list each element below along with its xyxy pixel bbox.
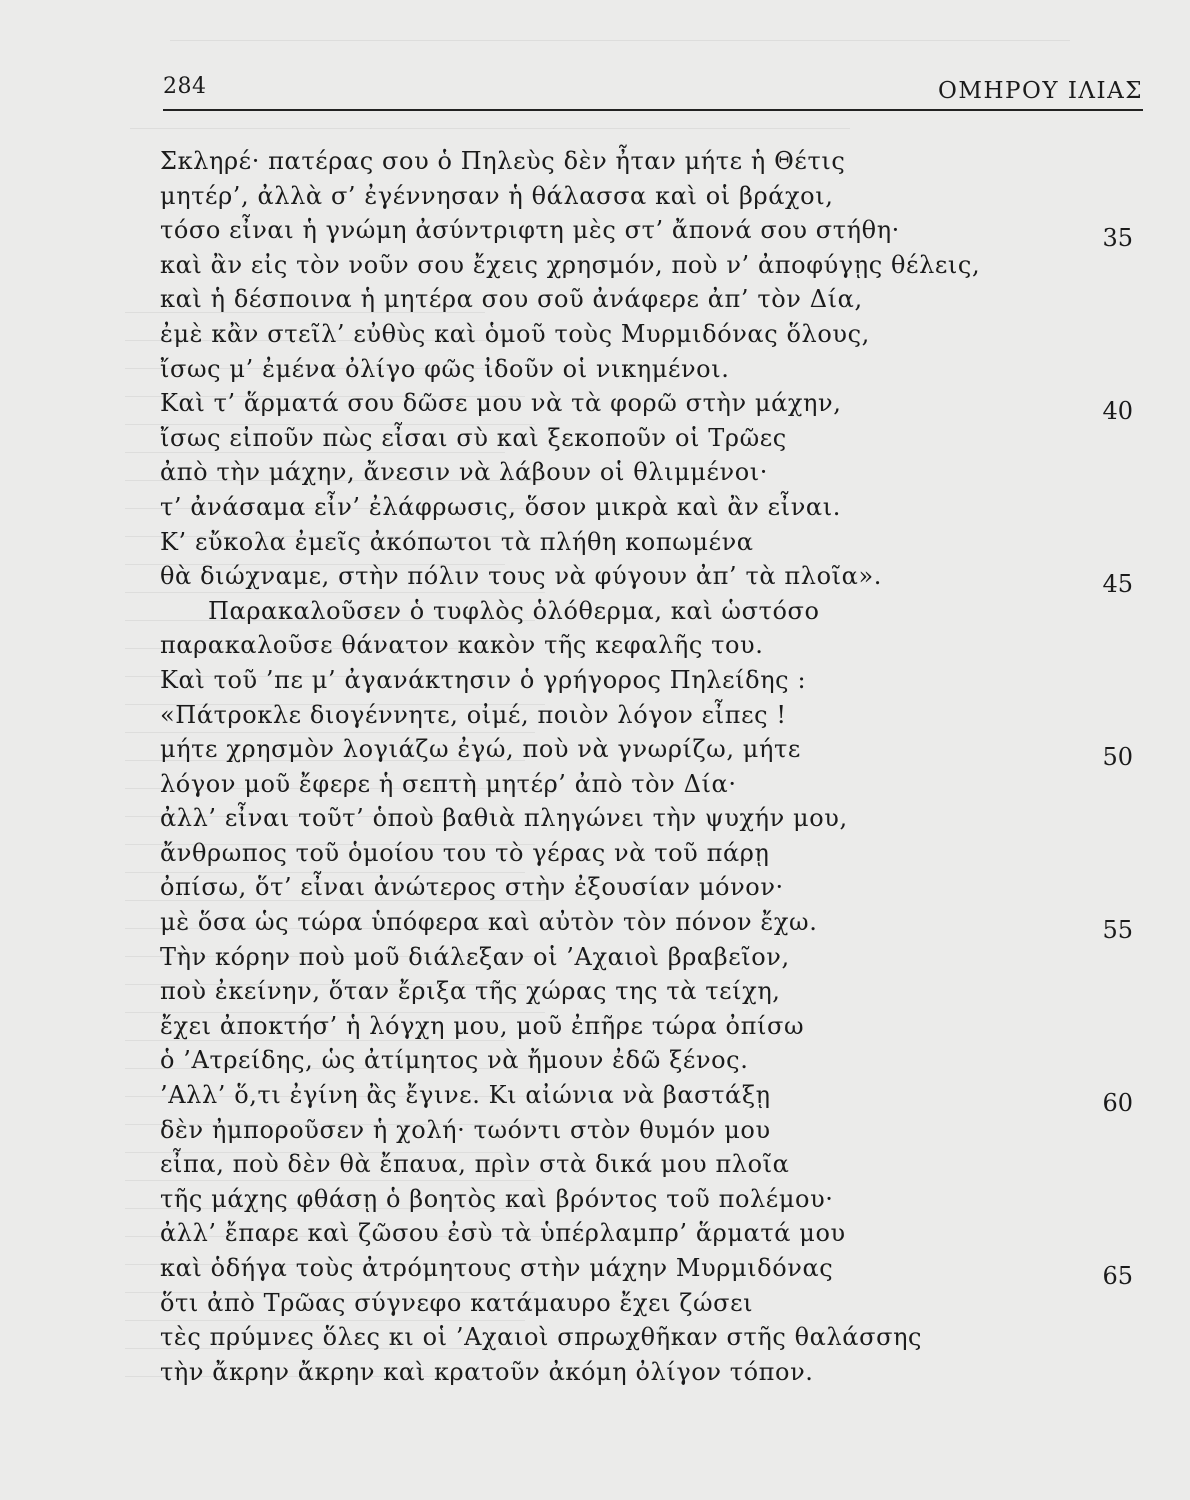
- verse-line: [160, 801, 1145, 836]
- running-head: [163, 74, 1143, 114]
- verse-text: Τὴν κόρην ποὺ μοῦ διάλεξαν οἱ ’Αχαιοὶ βραβεῖον,: [160, 942, 790, 971]
- verse-text: Παρακαλοῦσεν ὁ τυφλὸς ὁλόθερμα, καὶ ὡστόσο: [208, 596, 820, 625]
- verse-text: ὀπίσω, ὅτ’ εἶναι ἀνώτερος στὴν ἐξουσίαν μόνον·: [160, 873, 784, 902]
- verse-text: ἀλλ’ εἶναι τοῦτ’ ὁποὺ βαθιὰ πληγώνει τὴν ψυχήν μου,: [160, 804, 848, 833]
- verse-line: [160, 144, 1145, 179]
- verse-line: [160, 974, 1145, 1009]
- verse-text: ἴσως εἰποῦν πὼς εἶσαι σὺ καὶ ξεκοποῦν οἱ Τρῶες: [160, 423, 787, 452]
- verse-text: μήτε χρησμὸν λογιάζω ἐγώ, ποὺ νὰ γνωρίζω, μήτε: [160, 735, 801, 764]
- verse-text: τόσο εἶναι ἡ γνώμη ἀσύντριφτη μὲς στ’ ἄπονά σου στήθη·: [160, 216, 900, 245]
- line-number: 50: [1102, 743, 1133, 772]
- verse-line: [160, 386, 1145, 426]
- verse-line: [160, 352, 1145, 387]
- verse-line: [160, 663, 1145, 698]
- verse-text: Καὶ τ’ ἅρματά σου δῶσε μου νὰ τὰ φορῶ στὴν μάχην,: [160, 389, 842, 418]
- verse-line: [160, 213, 1145, 253]
- verse-text: ἀπὸ τὴν μάχην, ἄνεσιν νὰ λάβουν οἱ θλιμμένοι·: [160, 458, 768, 487]
- verse-text: ὅτι ἀπὸ Τρῶας σύγνεφο κατάμαυρο ἔχει ζώσει: [160, 1288, 754, 1317]
- verse-text: δὲν ἠμποροῦσεν ἡ χολή· τωόντι στὸν θυμόν μου: [160, 1115, 771, 1144]
- verse-line: [160, 1182, 1145, 1217]
- line-number: 40: [1102, 397, 1133, 426]
- verse-line: [160, 421, 1145, 456]
- line-number: 65: [1102, 1262, 1133, 1290]
- verse-block: [160, 144, 1145, 1389]
- verse-line: [160, 1355, 1145, 1390]
- verse-text: ἄνθρωπος τοῦ ὁμοίου του τὸ γέρας νὰ τοῦ πάρῃ: [160, 838, 770, 867]
- verse-line: [160, 1320, 1145, 1355]
- verse-line: [160, 732, 1145, 772]
- verse-line: [160, 1251, 1145, 1290]
- verse-line: [160, 179, 1145, 214]
- verse-text: εἶπα, ποὺ δὲν θὰ ἔπαυα, πρὶν στὰ δικά μου πλοῖα: [160, 1150, 790, 1179]
- line-number: 60: [1102, 1089, 1133, 1118]
- page-number: 284: [163, 74, 207, 99]
- verse-line: [160, 490, 1145, 525]
- verse-text: καὶ ὁδήγα τοὺς ἀτρόμητους στὴν μάχην Μυρμιδόνας: [160, 1254, 834, 1282]
- verse-text: ’Αλλ’ ὅ,τι ἐγίνη ἂς ἔγινε. Κι αἰώνια νὰ βαστάξῃ: [160, 1081, 771, 1110]
- verse-line: [160, 1147, 1145, 1182]
- verse-text: λόγον μοῦ ἔφερε ἡ σεπτὴ μητέρ’ ἀπὸ τὸν Δία·: [160, 769, 737, 798]
- verse-text: καὶ ἂν εἰς τὸν νοῦν σου ἔχεις χρησμόν, ποὺ ν’ ἀποφύγῃς θέλεις,: [160, 250, 981, 279]
- verse-text: τ’ ἀνάσαμα εἶν’ ἐλάφρωσις, ὅσον μικρὰ καὶ ἂν εἶναι.: [160, 492, 841, 521]
- verse-text: ἴσως μ’ ἐμένα ὀλίγο φῶς ἰδοῦν οἱ νικημένοι.: [160, 354, 730, 383]
- verse-text: τὴν ἄκρην ἄκρην καὶ κρατοῦν ἀκόμη ὀλίγον τόπον.: [160, 1357, 814, 1386]
- line-number: 55: [1102, 916, 1133, 945]
- verse-line: [160, 1078, 1145, 1118]
- verse-text: ἔχει ἀποκτήσ’ ἡ λόγχη μου, μοῦ ἐπῆρε τώρα ὀπίσω: [160, 1011, 805, 1040]
- verse-line: [160, 836, 1145, 871]
- verse-text: καὶ ἡ δέσποινα ἡ μητέρα σου σοῦ ἀνάφερε ἀπ’ τὸν Δία,: [160, 285, 863, 314]
- verse-line: [160, 1043, 1145, 1078]
- verse-line: [160, 559, 1145, 599]
- line-number: 45: [1102, 570, 1133, 599]
- verse-text: μὲ ὅσα ὡς τώρα ὑπόφερα καὶ αὐτὸν τὸν πόνον ἔχω.: [160, 908, 818, 937]
- verse-line: [160, 525, 1145, 560]
- verse-text: ἀλλ’ ἔπαρε καὶ ζῶσου ἐσὺ τὰ ὑπέρλαμπρ’ ἅρματά μου: [160, 1219, 846, 1248]
- verse-text: ὁ ’Ατρείδης, ὡς ἀτίμητος νὰ ἤμουν ἐδῶ ξένος.: [160, 1046, 749, 1075]
- verse-line: [160, 248, 1145, 283]
- verse-text: Καὶ τοῦ ’πε μ’ ἀγανάκτησιν ὁ γρήγορος Πηλείδης :: [160, 665, 807, 694]
- verse-line: [160, 940, 1145, 975]
- verse-line: [160, 1113, 1145, 1148]
- verse-line: [160, 282, 1145, 317]
- header-rule: [163, 109, 1143, 111]
- verse-text: Σκληρέ· πατέρας σου ὁ Πηλεὺς δὲν ἦταν μήτε ἡ Θέτις: [160, 147, 846, 175]
- verse-line: [160, 905, 1145, 945]
- verse-text: ἐμὲ κἂν στεῖλ’ εὐθὺς καὶ ὁμοῦ τοὺς Μυρμιδόνας ὅλους,: [160, 319, 870, 348]
- verse-line: [160, 455, 1145, 490]
- verse-line: [160, 317, 1145, 352]
- verse-line: [160, 628, 1145, 663]
- verse-text: Κ’ εὔκολα ἐμεῖς ἀκόπωτοι τὰ πλήθη κοπωμένα: [160, 527, 754, 556]
- book-title: ΟΜΗΡΟΥ ΙΛΙΑΣ: [938, 78, 1143, 104]
- line-number: 35: [1102, 224, 1133, 253]
- verse-text: παρακαλοῦσε θάνατον κακὸν τῆς κεφαλῆς του.: [160, 631, 764, 660]
- verse-text: τὲς πρύμνες ὅλες κι οἱ ’Αχαιοὶ σπρωχθῆκαν στῆς θαλάσσης: [160, 1323, 923, 1352]
- verse-text: ποὺ ἐκείνην, ὅταν ἔριξα τῆς χώρας της τὰ τείχη,: [160, 977, 781, 1006]
- verse-line: [160, 594, 1145, 629]
- verse-line: [160, 1286, 1145, 1321]
- verse-line: [160, 698, 1145, 733]
- verse-line: [160, 767, 1145, 802]
- verse-line: [160, 1216, 1145, 1251]
- verse-text: μητέρ’, ἀλλὰ σ’ ἐγέννησαν ἡ θάλασσα καὶ οἱ βράχοι,: [160, 181, 834, 210]
- verse-text: «Πάτροκλε διογέννητε, οἰμέ, ποιὸν λόγον εἶπες !: [160, 700, 787, 729]
- verse-text: τῆς μάχης φθάσῃ ὁ βοητὸς καὶ βρόντος τοῦ πολέμου·: [160, 1184, 834, 1213]
- verse-line: [160, 870, 1145, 905]
- verse-text: θὰ διώχναμε, στὴν πόλιν τους νὰ φύγουν ἀπ’ τὰ πλοῖα».: [160, 562, 882, 591]
- verse-line: [160, 1009, 1145, 1044]
